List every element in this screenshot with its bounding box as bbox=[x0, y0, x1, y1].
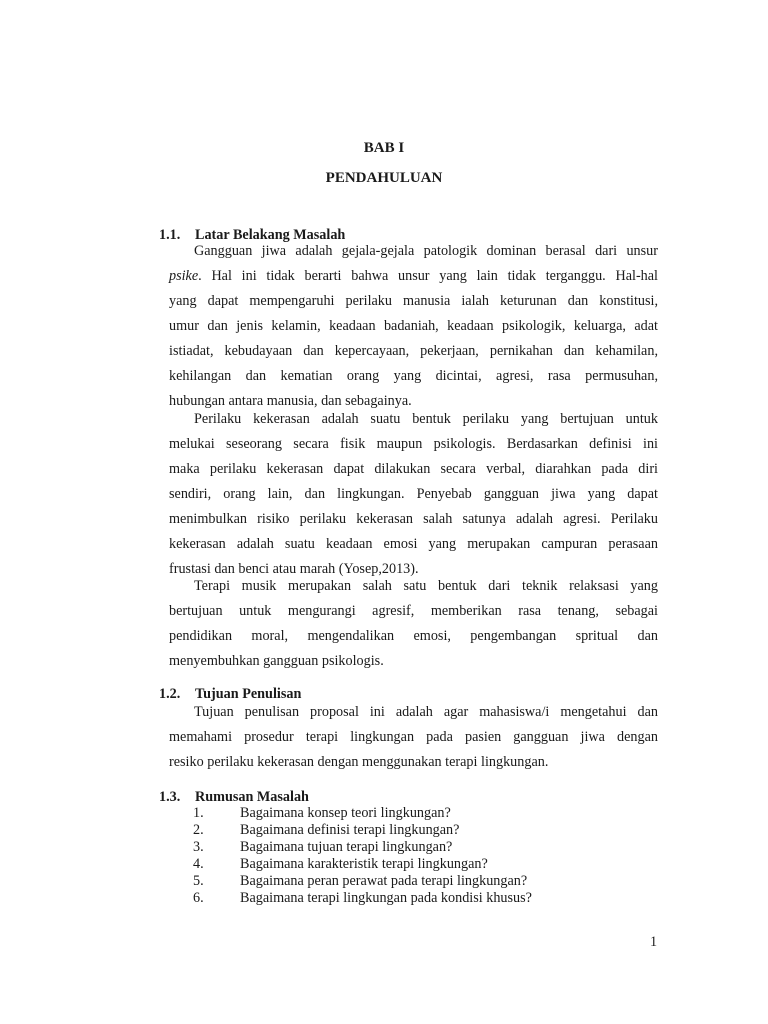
list-text: Bagaimana definisi terapi lingkungan? bbox=[240, 822, 460, 838]
paragraph-line: Perilaku kekerasan adalah suatu bentuk perilaku yang bertujuan untuk bbox=[194, 411, 658, 427]
paragraph-terapi-musik bbox=[169, 578, 658, 670]
list-item bbox=[193, 839, 532, 856]
paragraph-line: resiko perilaku kekerasan dengan menggunakan terapi lingkungan. bbox=[169, 754, 549, 770]
paragraph-line: Gangguan jiwa adalah gejala-gejala patologik dominan berasal dari unsur bbox=[194, 243, 658, 259]
list-number: 5. bbox=[193, 873, 204, 889]
section-title: Tujuan Penulisan bbox=[195, 686, 302, 702]
section-number: 1.1. bbox=[159, 227, 181, 243]
list-text: Bagaimana karakteristik terapi lingkungan? bbox=[240, 856, 488, 872]
paragraph-line: istiadat, kebudayaan dan kepercayaan, pekerjaan, pernikahan dan kehamilan, bbox=[169, 343, 658, 359]
list-number: 3. bbox=[193, 839, 204, 855]
list-item bbox=[193, 856, 532, 873]
paragraph-line: umur dan jenis kelamin, keadaan badaniah, keadaan psikologik, keluarga, adat bbox=[169, 318, 658, 334]
paragraph-line: melukai seseorang secara fisik maupun psikologis. Berdasarkan definisi ini bbox=[169, 436, 658, 452]
paragraph-gangguan-jiwa bbox=[169, 243, 658, 410]
paragraph-line: kekerasan adalah suatu keadaan emosi yang merupakan campuran perasaan bbox=[169, 536, 658, 552]
list-text: Bagaimana tujuan terapi lingkungan? bbox=[240, 839, 453, 855]
paragraph-perilaku-kekerasan bbox=[169, 411, 658, 578]
paragraph-line: kehilangan dan kematian orang yang dicintai, agresi, rasa permusuhan, bbox=[169, 368, 658, 384]
chapter-subtitle: PENDAHULUAN bbox=[325, 170, 443, 186]
paragraph-line: menyembuhkan gangguan psikologis. bbox=[169, 653, 384, 669]
paragraph-line: bertujuan untuk mengurangi agresif, memberikan rasa tenang, sebagai bbox=[169, 603, 658, 619]
list-number: 1. bbox=[193, 805, 204, 821]
rumusan-masalah-list bbox=[193, 805, 532, 907]
section-title: Latar Belakang Masalah bbox=[195, 227, 346, 243]
section-heading-latar-belakang bbox=[159, 227, 345, 244]
section-heading-tujuan-penulisan bbox=[159, 686, 301, 703]
paragraph-line: frustasi dan benci atau marah (Yosep,2013). bbox=[169, 561, 419, 577]
paragraph-line: pendidikan moral, mengendalikan emosi, pengembangan spritual dan bbox=[169, 628, 658, 644]
paragraph-line: yang dapat mempengaruhi perilaku manusia ialah keturunan dan konstitusi, bbox=[169, 293, 658, 309]
page-number: 1 bbox=[650, 934, 658, 950]
chapter-title: BAB I bbox=[363, 140, 405, 156]
paragraph-line: Terapi musik merupakan salah satu bentuk dari teknik relaksasi yang bbox=[194, 578, 658, 594]
list-number: 4. bbox=[193, 856, 204, 872]
list-text: Bagaimana peran perawat pada terapi lingkungan? bbox=[240, 873, 528, 889]
paragraph-line: hubungan antara manusia, dan sebagainya. bbox=[169, 393, 412, 409]
list-item bbox=[193, 822, 532, 839]
list-item bbox=[193, 890, 532, 907]
list-number: 2. bbox=[193, 822, 204, 838]
paragraph-tujuan bbox=[169, 704, 658, 771]
paragraph-line: psike. Hal ini tidak berarti bahwa unsur yang lain tidak terganggu. Hal-hal bbox=[169, 268, 658, 284]
list-text: Bagaimana konsep teori lingkungan? bbox=[240, 805, 451, 821]
list-text: Bagaimana terapi lingkungan pada kondisi khusus? bbox=[240, 890, 532, 906]
list-number: 6. bbox=[193, 890, 204, 906]
paragraph-line: Tujuan penulisan proposal ini adalah agar mahasiswa/i mengetahui dan bbox=[194, 704, 658, 720]
paragraph-line: menimbulkan risiko perilaku kekerasan salah satunya adalah agresi. Perilaku bbox=[169, 511, 658, 527]
paragraph-line: maka perilaku kekerasan dapat dilakukan secara verbal, diarahkan pada diri bbox=[169, 461, 658, 477]
section-heading-rumusan-masalah bbox=[159, 789, 309, 806]
section-title: Rumusan Masalah bbox=[195, 789, 309, 805]
italic-term: psike bbox=[169, 268, 199, 284]
paragraph-line: sendiri, orang lain, dan lingkungan. Penyebab gangguan jiwa yang dapat bbox=[169, 486, 658, 502]
section-number: 1.3. bbox=[159, 789, 181, 805]
list-item bbox=[193, 805, 532, 822]
list-item bbox=[193, 873, 532, 890]
paragraph-line: memahami prosedur terapi lingkungan pada pasien gangguan jiwa dengan bbox=[169, 729, 658, 745]
section-number: 1.2. bbox=[159, 686, 181, 702]
